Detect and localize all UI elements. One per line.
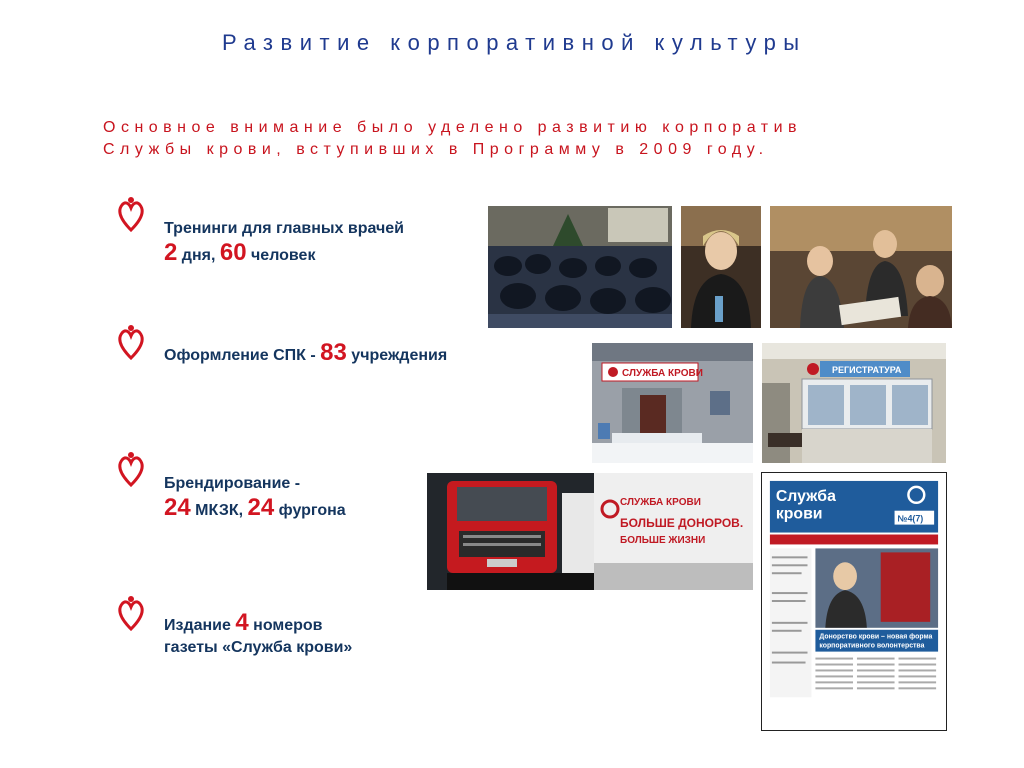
item-branding-label: Брендирование - — [164, 475, 301, 492]
van-brand-text: СЛУЖБА КРОВИ — [620, 497, 701, 508]
slide-subtitle — [103, 117, 1024, 161]
blood-service-logo-icon — [116, 451, 146, 487]
entrance-sign-text: СЛУЖБА КРОВИ — [622, 368, 703, 379]
photo-training-hall — [488, 206, 672, 328]
mkzk-label: МКЗК, — [190, 502, 248, 519]
issue-label: Издание — [164, 617, 236, 634]
people-count: 60 — [219, 239, 247, 266]
subtitle-line-2: Службы крови, вступивших в Программу в 2009 году. — [103, 141, 769, 158]
item-branding — [164, 473, 346, 522]
days-count: 2 — [164, 239, 178, 266]
van-slogan-1: БОЛЬШЕ ДОНОРОВ. — [620, 516, 744, 530]
spk-label: Оформление СПК - — [164, 347, 321, 364]
item-newspaper — [164, 609, 353, 659]
item-spk-design — [164, 339, 448, 367]
item-trainings-label: Тренинги для главных врачей — [164, 220, 405, 237]
newspaper-headline-2: корпоративного волонтерства — [819, 642, 925, 650]
newspaper-issue: №4(7) — [897, 513, 924, 524]
institutions-count: 83 — [320, 339, 347, 366]
photo-speaker — [681, 206, 761, 328]
photo-registry — [762, 343, 946, 463]
item-trainings — [164, 218, 404, 267]
registry-sign-text: РЕГИСТРАТУРА — [832, 365, 902, 375]
photo-truck — [427, 473, 612, 590]
item-trainings-stats — [164, 239, 404, 267]
photo-van — [594, 473, 753, 590]
slide-title: Развитие корпоративной культуры — [222, 30, 807, 55]
people-label: человек — [246, 247, 316, 264]
blood-service-logo-icon — [116, 196, 146, 232]
vans-label: фургона — [274, 502, 346, 519]
photo-group-work — [770, 206, 952, 328]
subtitle-line-1: Основное внимание было уделено развитию корпоратив — [103, 119, 803, 136]
newspaper-masthead-2: крови — [775, 505, 823, 523]
newspaper-headline-1: Донорство крови – новая форма — [819, 633, 933, 641]
newspaper-name: газеты «Служба крови» — [164, 639, 353, 656]
days-label: дня, — [177, 247, 220, 264]
newspaper-masthead-1: Служба — [775, 487, 836, 505]
blood-service-logo-icon — [116, 324, 146, 360]
issues-count: 4 — [235, 609, 249, 636]
mkzk-count: 24 — [164, 494, 191, 521]
issues-suffix: номеров — [248, 617, 323, 634]
institutions-label: учреждения — [346, 347, 448, 364]
newspaper-cover — [761, 472, 947, 731]
van-slogan-2: БОЛЬШЕ ЖИЗНИ — [620, 535, 706, 546]
vans-count: 24 — [247, 494, 275, 521]
blood-service-logo-icon — [116, 595, 146, 631]
photo-entrance — [592, 343, 753, 463]
